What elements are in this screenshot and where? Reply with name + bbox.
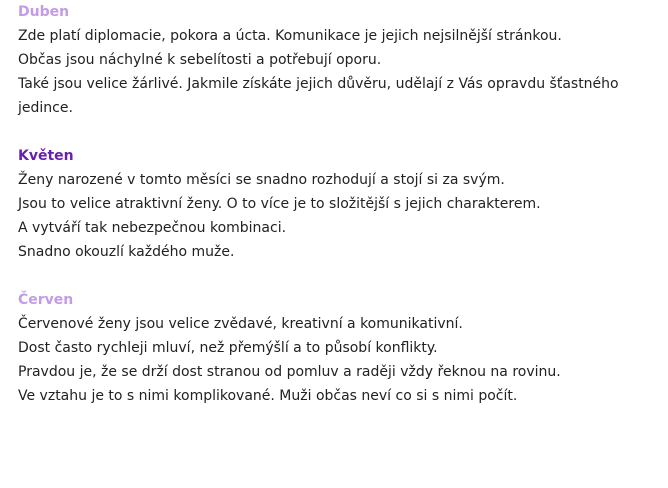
- paragraph-line: Pravdou je, že se drží dost stranou od pomluv a raději vždy řeknou na rovinu.: [18, 364, 561, 380]
- paragraph-line: Občas jsou náchylné k sebelítosti a potřebují oporu.: [18, 52, 382, 68]
- paragraph-line: Také jsou velice žárlivé. Jakmile získáte jejich důvěru, udělají z Vás opravdu šťastného: [18, 76, 619, 92]
- paragraph-line: Snadno okouzlí každého muže.: [18, 244, 235, 260]
- section-heading: Květen: [18, 148, 74, 164]
- section-heading: Duben: [18, 4, 70, 20]
- section-spacer: [18, 120, 658, 144]
- section-spacer: [18, 264, 658, 288]
- article-body: [18, 0, 658, 408]
- section-kveten: [18, 144, 658, 264]
- paragraph-line: Ve vztahu je to s nimi komplikované. Muži občas neví co si s nimi počít.: [18, 388, 518, 404]
- paragraph-line: A vytváří tak nebezpečnou kombinaci.: [18, 220, 287, 236]
- section-heading: Červen: [18, 292, 74, 308]
- section-duben: [18, 0, 658, 120]
- paragraph-line: Ženy narozené v tomto měsíci se snadno rozhodují a stojí si za svým.: [18, 172, 505, 188]
- paragraph-line: Zde platí diplomacie, pokora a úcta. Komunikace je jejich nejsilnější stránkou.: [18, 28, 562, 44]
- section-cerven: [18, 288, 658, 408]
- paragraph-line: Jsou to velice atraktivní ženy. O to více je to složitější s jejich charakterem.: [18, 196, 541, 212]
- paragraph-line: Dost často rychleji mluví, než přemýšlí a to působí konflikty.: [18, 340, 438, 356]
- paragraph-line: Červenové ženy jsou velice zvědavé, kreativní a komunikativní.: [18, 316, 463, 332]
- paragraph-line: jedince.: [18, 100, 73, 116]
